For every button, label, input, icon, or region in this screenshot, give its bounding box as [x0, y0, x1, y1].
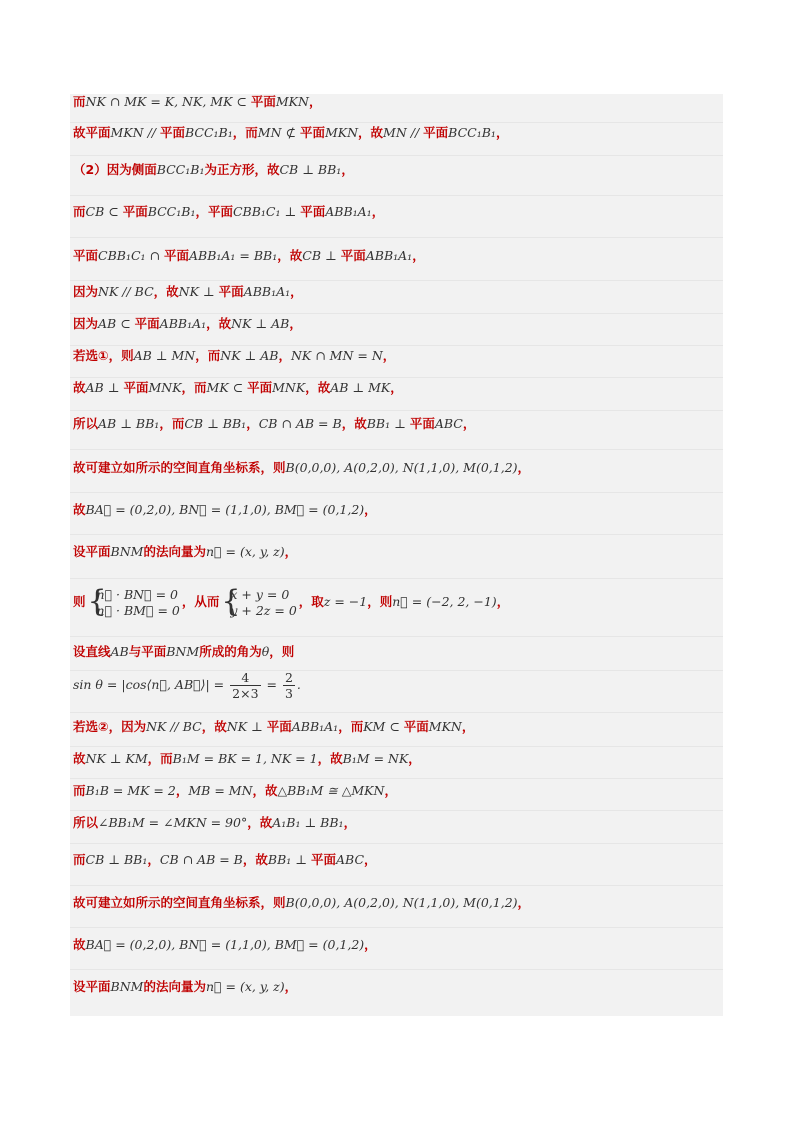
math-expression: AB ⊥ MN: [133, 348, 196, 363]
text-run: 故平面: [73, 125, 111, 140]
solution-line: [73, 161, 721, 179]
line-separator: [70, 155, 723, 156]
line-separator: [70, 843, 723, 844]
text-run: ，故: [242, 852, 268, 867]
line-separator: [70, 927, 723, 928]
line-separator: [70, 969, 723, 970]
math-expression: z = −1: [323, 594, 368, 609]
text-run: 平面: [247, 380, 273, 395]
equation-row: n⃗ · BM⃗ = 0: [96, 602, 180, 618]
math-expression: NK ∩ MN = N: [290, 348, 383, 363]
text-run: ，故: [252, 783, 278, 798]
math-expression: ABB₁A₁: [365, 248, 413, 263]
text-run: ，: [364, 937, 377, 952]
line-separator: [70, 492, 723, 493]
solution-line: [73, 814, 721, 832]
text-run: 所以: [73, 416, 99, 431]
text-run: ，故: [305, 380, 331, 395]
line-separator: [70, 534, 723, 535]
solution-line: [73, 978, 721, 996]
math-expression: ABC: [336, 852, 365, 867]
text-run: 的法向量为: [143, 979, 206, 994]
equation-row: y + 2z = 0: [230, 602, 297, 618]
text-run: ，: [290, 284, 303, 299]
text-run: ，: [462, 416, 476, 431]
math-expression: CB ⊥: [302, 248, 341, 263]
math-expression: BCC₁B₁: [448, 125, 496, 140]
math-expression: NK ⊥ AB: [231, 316, 290, 331]
text-run: ，: [284, 544, 298, 559]
text-run: 平面: [218, 284, 244, 299]
math-expression: BCC₁B₁: [147, 204, 196, 219]
math-expression: BCC₁B₁: [184, 125, 233, 140]
math-expression: n⃗ = (x, y, z): [205, 544, 285, 559]
text-run: 平面: [299, 125, 325, 140]
brace-icon: {: [87, 583, 107, 619]
text-run: 与平面: [128, 644, 167, 659]
math-expression: NK // BC: [98, 284, 154, 299]
solution-line: [73, 247, 721, 265]
math-expression: BCC₁B₁: [156, 162, 205, 177]
text-run: ，: [284, 979, 298, 994]
text-run: 平面: [159, 125, 185, 140]
text-run: 则: [73, 594, 86, 609]
solution-line: [73, 315, 721, 333]
math-expression: B₁B = MK = 2: [85, 783, 176, 798]
text-run: ，则: [269, 644, 295, 659]
math-expression: ABB₁A₁: [159, 316, 207, 331]
math-expression: NK ∩ MK = K, NK, MK ⊂: [85, 94, 251, 109]
text-run: 的法向量为: [143, 544, 206, 559]
text-run: ，: [412, 248, 425, 263]
text-run: 平面: [340, 248, 366, 263]
text-run: 平面: [250, 94, 276, 109]
text-run: ，故: [153, 284, 179, 299]
math-expression: CB ⊥ BB₁: [279, 162, 342, 177]
text-run: 而: [73, 783, 86, 798]
text-run: ，: [382, 348, 396, 363]
text-run: ，取: [298, 594, 324, 609]
math-expression: MN //: [383, 125, 424, 140]
solution-line: [73, 894, 721, 912]
solution-line: [73, 347, 721, 365]
solution-line: [73, 124, 721, 142]
text-run: ，: [175, 783, 189, 798]
text-run: ，: [147, 852, 160, 867]
text-run: 所以: [73, 815, 99, 830]
text-run: ，而: [195, 348, 221, 363]
text-run: ，: [341, 162, 354, 177]
math-expression: sin θ = |cos⟨n⃗, AB⃗⟩| =: [73, 677, 229, 692]
math-expression: CB ∩ AB = B: [258, 416, 342, 431]
text-run: ，: [496, 594, 510, 609]
equation-system: [87, 583, 180, 619]
text-run: ，而: [159, 416, 185, 431]
solution-line: [73, 543, 721, 561]
text-run: 设直线: [73, 644, 111, 659]
math-expression: KM ⊂: [363, 719, 404, 734]
math-expression: △BB₁M ≅ △MKN: [277, 783, 385, 798]
text-run: 故: [73, 937, 86, 952]
solution-line: [73, 283, 721, 301]
text-run: 故可建立如所示的空间直角坐标系，则: [73, 895, 286, 910]
fraction: [230, 670, 260, 701]
text-run: 平面: [73, 248, 99, 263]
line-separator: [70, 280, 723, 281]
solution-line: [73, 936, 721, 954]
line-separator: [70, 195, 723, 196]
math-expression: MKN: [428, 719, 462, 734]
math-expression: ABB₁A₁: [291, 719, 339, 734]
math-expression: CB ⊂: [85, 204, 123, 219]
solution-line: [73, 379, 721, 397]
text-run: ，: [517, 895, 531, 910]
text-run: 平面: [123, 380, 149, 395]
text-run: ，平面: [195, 204, 233, 219]
text-run: 设平面: [73, 979, 111, 994]
text-run: ，故: [341, 416, 367, 431]
equation-system: [221, 583, 297, 619]
math-expression: MNK: [272, 380, 306, 395]
math-expression: B₁M = BK = 1, NK = 1: [172, 751, 318, 766]
math-expression: NK ⊥ AB: [220, 348, 279, 363]
text-run: ，故: [201, 719, 227, 734]
math-expression: AB ⊥ BB₁: [98, 416, 160, 431]
math-expression: CB ⊥ BB₁: [184, 416, 247, 431]
text-run: 因为: [73, 316, 99, 331]
line-separator: [70, 712, 723, 713]
text-run: 平面: [266, 719, 292, 734]
text-run: ，: [495, 125, 509, 140]
text-run: ，而: [232, 125, 258, 140]
text-run: ，而: [181, 380, 207, 395]
math-expression: CBB₁C₁ ∩: [98, 248, 164, 263]
line-separator: [70, 746, 723, 747]
math-expression: MK ⊂: [206, 380, 248, 395]
line-separator: [70, 313, 723, 314]
math-expression: AB ⊥ MK: [330, 380, 391, 395]
math-expression: BB₁ ⊥: [267, 852, 311, 867]
math-expression: ∠BB₁M = ∠MKN = 90°: [98, 815, 248, 830]
math-expression: BNM: [110, 979, 144, 994]
math-expression: NK ⊥ KM: [85, 751, 148, 766]
text-run: 若选①，则: [73, 348, 134, 363]
math-expression: NK ⊥: [226, 719, 267, 734]
fraction: [283, 670, 295, 701]
solution-line: [73, 93, 721, 111]
math-expression: CB ∩ AB = B: [159, 852, 243, 867]
solution-line: [73, 782, 721, 800]
solution-line: [73, 415, 721, 433]
solution-line: [73, 718, 721, 736]
text-run: 故: [73, 502, 86, 517]
math-expression: ABC: [434, 416, 463, 431]
text-run: 而: [73, 204, 86, 219]
text-run: ，故: [277, 248, 303, 263]
text-run: ，故: [206, 316, 232, 331]
text-run: 因为: [73, 284, 99, 299]
text-run: ，故: [358, 125, 384, 140]
text-run: ，: [289, 316, 302, 331]
text-run: ，而: [338, 719, 364, 734]
line-separator: [70, 377, 723, 378]
text-run: 故: [73, 751, 86, 766]
text-run: ，而: [147, 751, 173, 766]
text-run: 平面: [403, 719, 429, 734]
text-run: 故可建立如所示的空间直角坐标系，则: [73, 460, 286, 475]
text-run: 平面: [163, 248, 189, 263]
solution-line: [73, 584, 721, 620]
math-expression: MN ⊄: [257, 125, 300, 140]
text-run: （2）因为侧面: [73, 162, 157, 177]
math-expression: ABB₁A₁: [325, 204, 372, 219]
text-run: ，: [390, 380, 403, 395]
fraction-numerator: 2: [284, 670, 293, 685]
text-run: 平面: [300, 204, 326, 219]
math-expression: NK // BC: [146, 719, 202, 734]
line-separator: [70, 345, 723, 346]
math-expression: θ: [261, 644, 270, 659]
math-expression: n⃗ = (x, y, z): [205, 979, 285, 994]
text-run: 平面: [122, 204, 148, 219]
text-run: 若选②，因为: [73, 719, 147, 734]
math-expression: MKN: [275, 94, 309, 109]
math-expression: BNM: [166, 644, 200, 659]
solution-line: [73, 501, 721, 519]
math-expression: MB = MN: [188, 783, 253, 798]
math-expression: n⃗ = (−2, 2, −1): [392, 594, 497, 609]
math-expression: AB ⊂: [98, 316, 135, 331]
text-run: 平面: [409, 416, 435, 431]
math-expression: CB ⊥ BB₁: [85, 852, 148, 867]
text-run: 平面: [310, 852, 336, 867]
text-run: ，: [246, 416, 259, 431]
text-run: ，: [364, 502, 377, 517]
solution-line: [73, 667, 721, 703]
line-separator: [70, 449, 723, 450]
text-run: ，: [364, 852, 377, 867]
line-separator: [70, 578, 723, 579]
math-expression: .: [296, 677, 301, 692]
equation-row: n⃗ · BN⃗ = 0: [96, 586, 178, 602]
math-expression: BB₁ ⊥: [366, 416, 410, 431]
math-expression: NK ⊥: [178, 284, 219, 299]
math-expression: BNM: [110, 544, 144, 559]
fraction-denominator: 2×3: [232, 686, 259, 701]
line-separator: [70, 636, 723, 637]
text-run: 所成的角为: [199, 644, 262, 659]
math-expression: B₁M = NK: [342, 751, 409, 766]
line-separator: [70, 778, 723, 779]
math-expression: MNK: [148, 380, 182, 395]
equation-row: x + y = 0: [230, 586, 290, 602]
line-separator: [70, 810, 723, 811]
text-run: 平面: [134, 316, 160, 331]
text-run: ，: [343, 815, 357, 830]
math-expression: ABB₁A₁ = BB₁: [188, 248, 278, 263]
math-expression: A₁B₁ ⊥ BB₁: [272, 815, 344, 830]
brace-icon: {: [221, 583, 241, 619]
math-expression: AB ⊥: [85, 380, 124, 395]
text-run: 故: [73, 380, 86, 395]
text-run: ，则: [367, 594, 393, 609]
text-run: 而: [73, 94, 86, 109]
text-run: ，: [384, 783, 397, 798]
math-expression: =: [262, 677, 281, 692]
text-run: 为正方形，故: [204, 162, 280, 177]
solution-line: [73, 851, 721, 869]
fraction-denominator: 3: [284, 686, 293, 701]
text-run: ，: [461, 719, 475, 734]
line-separator: [70, 237, 723, 238]
fraction-numerator: 4: [230, 670, 260, 686]
math-expression: MKN //: [110, 125, 160, 140]
text-run: ，从而: [181, 594, 220, 609]
line-separator: [70, 885, 723, 886]
text-run: 设平面: [73, 544, 111, 559]
text-run: ，: [517, 460, 531, 475]
text-run: ，故: [317, 751, 343, 766]
text-run: 而: [73, 852, 86, 867]
math-expression: BA⃗ = (0,2,0), BN⃗ = (1,1,0), BM⃗ = (0,1,2): [85, 937, 365, 952]
math-expression: ABB₁A₁: [243, 284, 291, 299]
solution-line: [73, 203, 721, 221]
math-expression: AB: [110, 644, 129, 659]
text-run: ，: [308, 94, 322, 109]
math-expression: B(0,0,0), A(0,2,0), N(1,1,0), M(0,1,2): [285, 460, 518, 475]
solution-line: [73, 643, 721, 661]
math-expression: BA⃗ = (0,2,0), BN⃗ = (1,1,0), BM⃗ = (0,1,2): [85, 502, 365, 517]
text-run: ，: [371, 204, 385, 219]
text-run: ，故: [247, 815, 273, 830]
math-expression: MKN: [324, 125, 359, 140]
text-run: 平面: [423, 125, 449, 140]
text-run: ，: [278, 348, 291, 363]
math-expression: B(0,0,0), A(0,2,0), N(1,1,0), M(0,1,2): [285, 895, 518, 910]
solution-line: [73, 750, 721, 768]
solution-line: [73, 459, 721, 477]
line-separator: [70, 122, 723, 123]
text-run: ，: [408, 751, 421, 766]
line-separator: [70, 410, 723, 411]
math-expression: CBB₁C₁ ⊥: [232, 204, 301, 219]
